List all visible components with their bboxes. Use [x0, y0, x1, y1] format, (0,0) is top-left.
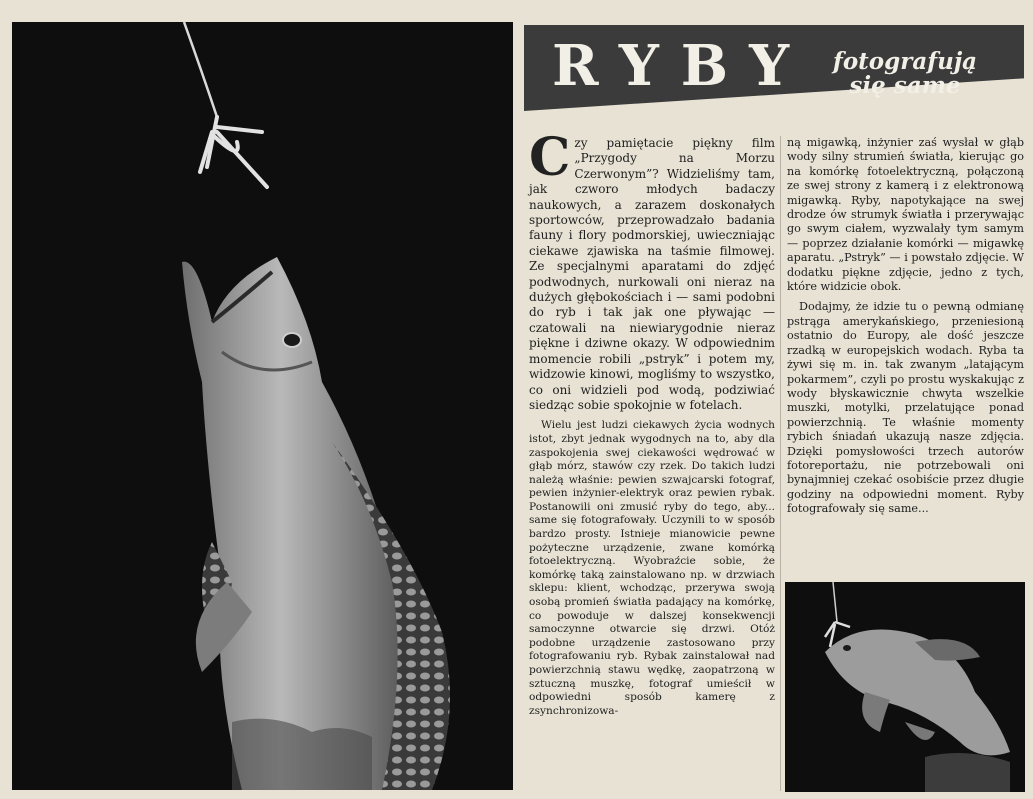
article-paragraph-3: ną migawką, inżynier zaś wysłał w głąb wody silny strumień światła, kierując go na komórkę fotoelektryczną, połączoną ze swej strony z kamerą i z elektronową migawką. Ryby, napotykające na swej drodze ów strumyk światła i przerywając go swym ciałem, wyzwalały tym samym — poprzez działanie komórki — migawkę aparatu. „Pstryk” — i powstało zdjęcie. W dodatku piękne zdjęcie, jedno z tych, które widzicie obok.	[787, 136, 1024, 294]
small-fish-photo	[785, 582, 1025, 792]
paragraph-1-text: zy pamiętacie piękny film „Przygody na Morzu Czerwonym”? Widzieliśmy tam, jak czworo młodych badaczy naukowych, a zarazem doskonałych sportowców, przeprowadzało badania fauny i flory podmorskiej, uwieczniając ciekawe zjawiska na taśmie filmowej. Ze specjalnymi aparatami do zdjęć podwodnych, nurkowali oni nieraz na dużych głębokościach i — sami podobni do ryb i tak jak one pływając — czatowali na niewiarygodnie nieraz piękne i dziwne okazy. W odpowiednim momencie robili „pstryk” i potem my, widzowie kinowi, mogliśmy to wszystko, co oni widzieli pod wodą, podziwiać siedząc sobie spokojnie w fotelach.	[529, 136, 775, 412]
subheadline	[800, 50, 1010, 98]
article-paragraph-2: Wielu jest ludzi ciekawych życia wodnych istot, zbyt jednak wygodnych na to, aby dla zaspokojenia swej ciekawości wędrować w głąb mórz, stawów czy rzek. Do takich ludzi należą właśnie: pewien szwajcarski fotograf, pewien inżynier-elektryk oraz pewien rybak. Postanowili oni zmusić ryby do tego, aby... same się fotografowały. Uczynili to w sposób bardzo prosty. Istnieje mianowicie pewne pożyteczne urządzenie, zwane komórką fotoelektryczną. Wyobraźcie sobie, że komórkę taką zainstalowano np. w drzwiach sklepu: klient, wchodząc, przerywa swoją osobą promień światła padający na komórkę, co powoduje w dalszej konsekwencji samoczynne otwarcie się drzwi. Otóż podobne urządzenie zastosowano przy fotografowaniu ryb. Rybak zainstalował nad powierzchnią stawu wędkę, zaopatrzoną w sztuczną muszkę, fotograf umieścił w odpowiedni sposób kamerę z zsynchronizowa-	[529, 419, 775, 717]
article-paragraph-1	[529, 127, 775, 413]
subheadline-line-1: fotografują	[832, 48, 978, 75]
main-fish-photo	[12, 22, 513, 790]
trout-leaping-illustration	[12, 22, 513, 790]
subheadline-line-2: się same	[849, 72, 961, 100]
headline: RYBY	[552, 33, 812, 99]
article-column-1	[529, 127, 775, 724]
article-column-2	[787, 136, 1024, 523]
article-paragraph-4: Dodajmy, że idzie tu o pewną odmianę pstrąga amerykańskiego, przeniesioną ostatnio do Europy, ale dość jeszcze rzadką w europejskich wodach. Ryba ta żywi się m. in. tak zwanym „latającym pokarmem”, czyli po prostu wyskakując z wody błyskawicznie chwyta wszelkie muszki, motylki, przelatujące ponad powierzchnią. Te właśnie momenty rybich śniadań ukazują nasze zdjęcia. Dzięki pomysłowości trzech autorów fotoreportażu, nie potrzebowali oni bynajmniej czekać osobiście przez długie godziny na odpowiedni moment. Ryby fotografowały się same...	[787, 300, 1024, 516]
column-divider	[780, 136, 781, 791]
drop-cap: C	[529, 127, 571, 188]
trout-jumping-illustration	[785, 582, 1025, 792]
